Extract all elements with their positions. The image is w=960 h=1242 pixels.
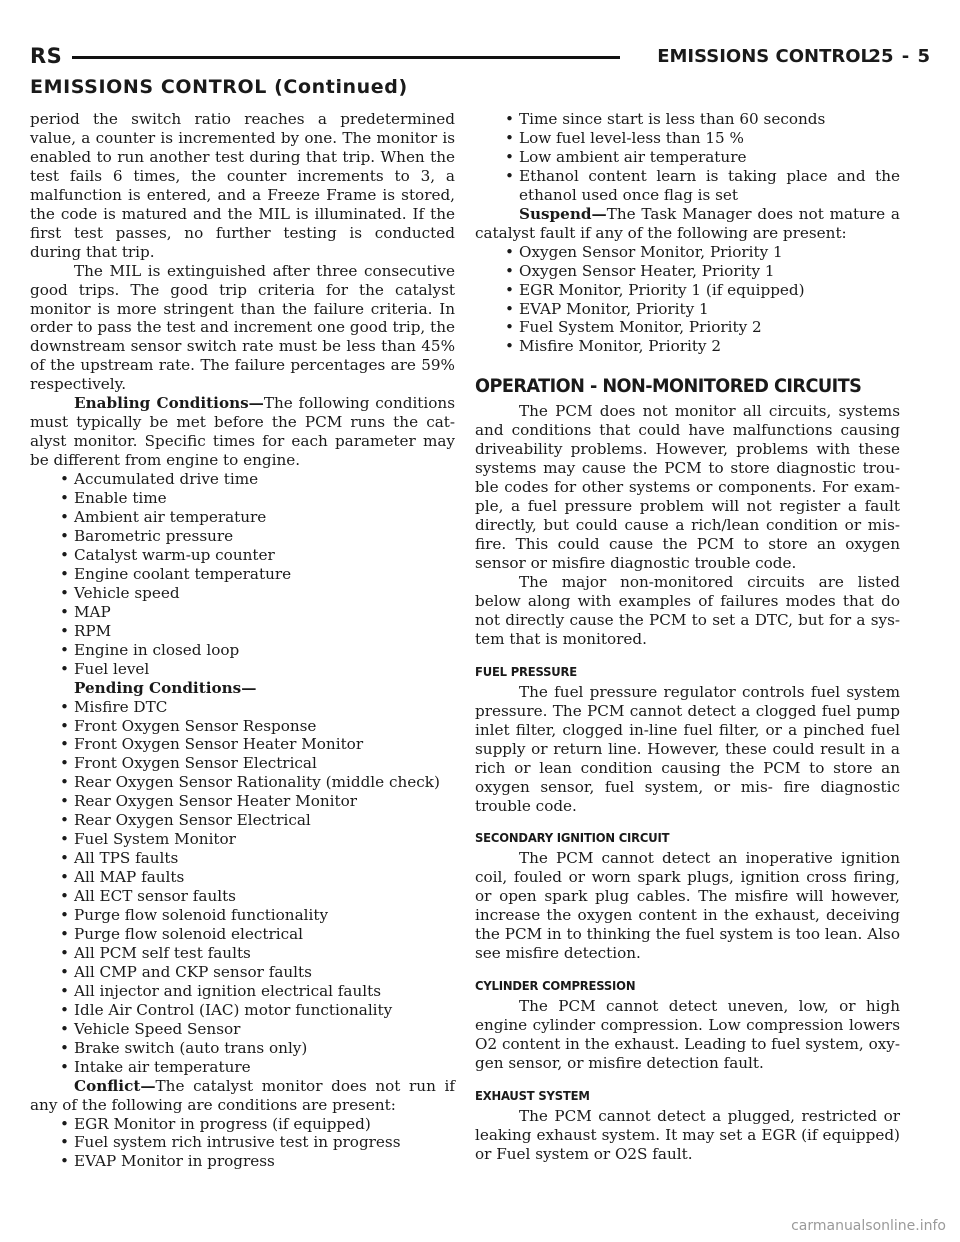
bullet-item: • All ECT sensor faults <box>30 887 455 906</box>
bullet-item: • Accumulated drive time <box>30 470 455 489</box>
paragraph: The PCM cannot detect a plugged, restricted or leaking exhaust system. It may set a EGR (if equipped) or Fuel system or O2S fault. <box>475 1106 900 1163</box>
watermark: carmanualsonline.info <box>791 1218 946 1234</box>
bullet-item: • Ambient air temperature <box>30 508 455 527</box>
header-rule <box>72 56 620 59</box>
bullet-item: • EGR Monitor, Priority 1 (if equipped) <box>475 281 900 300</box>
bullet-item: • Brake switch (auto trans only) <box>30 1039 455 1058</box>
page-number: 25 - 5 <box>868 46 930 67</box>
paragraph: The PCM cannot detect an inoperative ignition coil, fouled or worn spark plugs, ignition cross firing, or open spark plug cables. The misfire will however, increase the oxygen content in the exhaust, deceiving the PCM in to thinking the fuel system is too lean. Also see misfire detection. <box>475 849 900 963</box>
conflict-paragraph <box>30 1077 455 1115</box>
bullet-item: • Oxygen Sensor Monitor, Priority 1 <box>475 243 900 262</box>
bullet-item: • All PCM self test faults <box>30 944 455 963</box>
bullet-item: • Oxygen Sensor Heater, Priority 1 <box>475 262 900 281</box>
pending-conditions-list <box>30 698 455 1077</box>
suspend-list <box>475 243 900 357</box>
bullet-item: • All TPS faults <box>30 849 455 868</box>
enabling-conditions-paragraph <box>30 394 455 470</box>
subheading-fuel-pressure: FUEL PRESSURE <box>475 663 578 679</box>
bullet-item: • Rear Oxygen Sensor Rationality (middle check) <box>30 773 455 792</box>
pending-conditions-paragraph <box>30 679 455 698</box>
enabling-conditions-list <box>30 470 455 678</box>
bullet-item: • Fuel System Monitor <box>30 830 455 849</box>
bullet-item: • RPM <box>30 622 455 641</box>
conflict-list <box>30 1115 455 1172</box>
bullet-item: • Front Oxygen Sensor Heater Monitor <box>30 735 455 754</box>
bullet-item: • Intake air temperature <box>30 1058 455 1077</box>
bullet-item: • EGR Monitor in progress (if equipped) <box>30 1115 455 1134</box>
paragraph: period the switch ratio reaches a predetermined value, a counter is incremented by one. The monitor is enabled to run another test during that trip. When the test fails 6 times, the counter increments to 3, a malfunction is entered, and a Freeze Frame is stored, the code is matured and the MIL is illuminated. If the first test passes, no further testing is conducted during that trip. <box>30 110 455 261</box>
bullet-item: • All injector and ignition electrical faults <box>30 982 455 1001</box>
bullet-item: • Front Oxygen Sensor Response <box>30 717 455 736</box>
bullet-item: • Misfire Monitor, Priority 2 <box>475 337 900 356</box>
bullet-item: • Fuel system rich intrusive test in progress <box>30 1133 455 1152</box>
enabling-conditions-label: Enabling Conditions— <box>74 394 264 413</box>
bullet-item: • Rear Oxygen Sensor Heater Monitor <box>30 792 455 811</box>
bullet-item: • Ethanol content learn is taking place and the ethanol used once flag is set <box>475 167 900 205</box>
header-title: EMISSIONS CONTROL <box>657 46 872 67</box>
bullet-item: • Purge flow solenoid electrical <box>30 925 455 944</box>
left-column <box>30 110 455 1171</box>
bullet-item: • Vehicle speed <box>30 584 455 603</box>
subheading-secondary-ignition: SECONDARY IGNITION CIRCUIT <box>475 830 670 846</box>
subheading-cylinder-compression: CYLINDER COMPRESSION <box>475 978 636 994</box>
bullet-item: • Idle Air Control (IAC) motor functionality <box>30 1001 455 1020</box>
bullet-item: • Rear Oxygen Sensor Electrical <box>30 811 455 830</box>
right-column <box>475 110 900 1164</box>
bullet-item: • All CMP and CKP sensor faults <box>30 963 455 982</box>
suspend-label: Suspend— <box>519 204 607 223</box>
bullet-item: • EVAP Monitor in progress <box>30 1152 455 1171</box>
bullet-item: • Low fuel level-less than 15 % <box>475 129 900 148</box>
bullet-item: • Time since start is less than 60 seconds <box>475 110 900 129</box>
suspend-paragraph <box>475 205 900 243</box>
section-heading: OPERATION - NON-MONITORED CIRCUITS <box>475 375 862 398</box>
enabling-conditions-text: The following conditions must typically be met before the PCM runs the cat- alyst monitor. Specific times for each parameter may be different from engine to engine. <box>30 394 455 470</box>
bullet-item: • Vehicle Speed Sensor <box>30 1020 455 1039</box>
paragraph: The MIL is extinguished after three consecutive good trips. The good trip criteria for the catalyst monitor is more stringent than the failure criteria. In order to pass the test and increment one good trip, the downstream sensor switch rate must be less than 45% of the upstream rate. The failure percentages are 59% respectively. <box>30 261 455 394</box>
paragraph: The PCM cannot detect uneven, low, or high engine cylinder compression. Low compression lowers O2 content in the exhaust. Leading to fuel system, oxy- gen sensor, or misfire detection fault. <box>475 997 900 1073</box>
bullet-item: • Engine in closed loop <box>30 641 455 660</box>
bullet-item: • Enable time <box>30 489 455 508</box>
bullet-item: • Catalyst warm-up counter <box>30 546 455 565</box>
bullet-item: • Front Oxygen Sensor Electrical <box>30 754 455 773</box>
continued-title: EMISSIONS CONTROL (Continued) <box>30 76 408 98</box>
bullet-item: • Fuel System Monitor, Priority 2 <box>475 318 900 337</box>
page-header <box>30 44 930 74</box>
suspend-text: The Task Manager does not mature a catalyst fault if any of the following are present: <box>475 204 900 242</box>
bullet-item: • All MAP faults <box>30 868 455 887</box>
bullet-item: • Low ambient air temperature <box>475 148 900 167</box>
conflict-text: The catalyst monitor does not run if any of the following are conditions are present: <box>30 1076 455 1114</box>
pending-conditions-label: Pending Conditions— <box>74 678 257 697</box>
paragraph: The PCM does not monitor all circuits, systems and conditions that could have malfunctions causing driveability problems. However, problems with these systems may cause the PCM to store diagnostic trou- ble codes for other systems or components. For exam- ple, a fuel pressure problem will not register a fault directly, but could cause a rich/lean condition or mis- fire. This could cause the PCM to store an oxygen sensor or misfire diagnostic trouble code. <box>475 402 900 573</box>
conflict-list-continued <box>475 110 900 205</box>
bullet-item: • Misfire DTC <box>30 698 455 717</box>
subheading-exhaust-system: EXHAUST SYSTEM <box>475 1087 590 1103</box>
paragraph: The fuel pressure regulator controls fuel system pressure. The PCM cannot detect a clogged fuel pump inlet filter, clogged in-line fuel filter, or a pinched fuel supply or return line. However, these could result in a rich or lean condition causing the PCM to store an oxygen sensor, fuel system, or mis- fire diagnostic trouble code. <box>475 682 900 815</box>
paragraph: The major non-monitored circuits are listed below along with examples of failures modes that do not directly cause the PCM to set a DTC, but for a sys- tem that is monitored. <box>475 572 900 648</box>
bullet-item: • Engine coolant temperature <box>30 565 455 584</box>
conflict-label: Conflict— <box>74 1076 156 1095</box>
bullet-item: • EVAP Monitor, Priority 1 <box>475 300 900 319</box>
bullet-item: • Barometric pressure <box>30 527 455 546</box>
header-section-code: RS <box>30 44 63 68</box>
bullet-item: • MAP <box>30 603 455 622</box>
bullet-item: • Fuel level <box>30 660 455 679</box>
bullet-item: • Purge flow solenoid functionality <box>30 906 455 925</box>
